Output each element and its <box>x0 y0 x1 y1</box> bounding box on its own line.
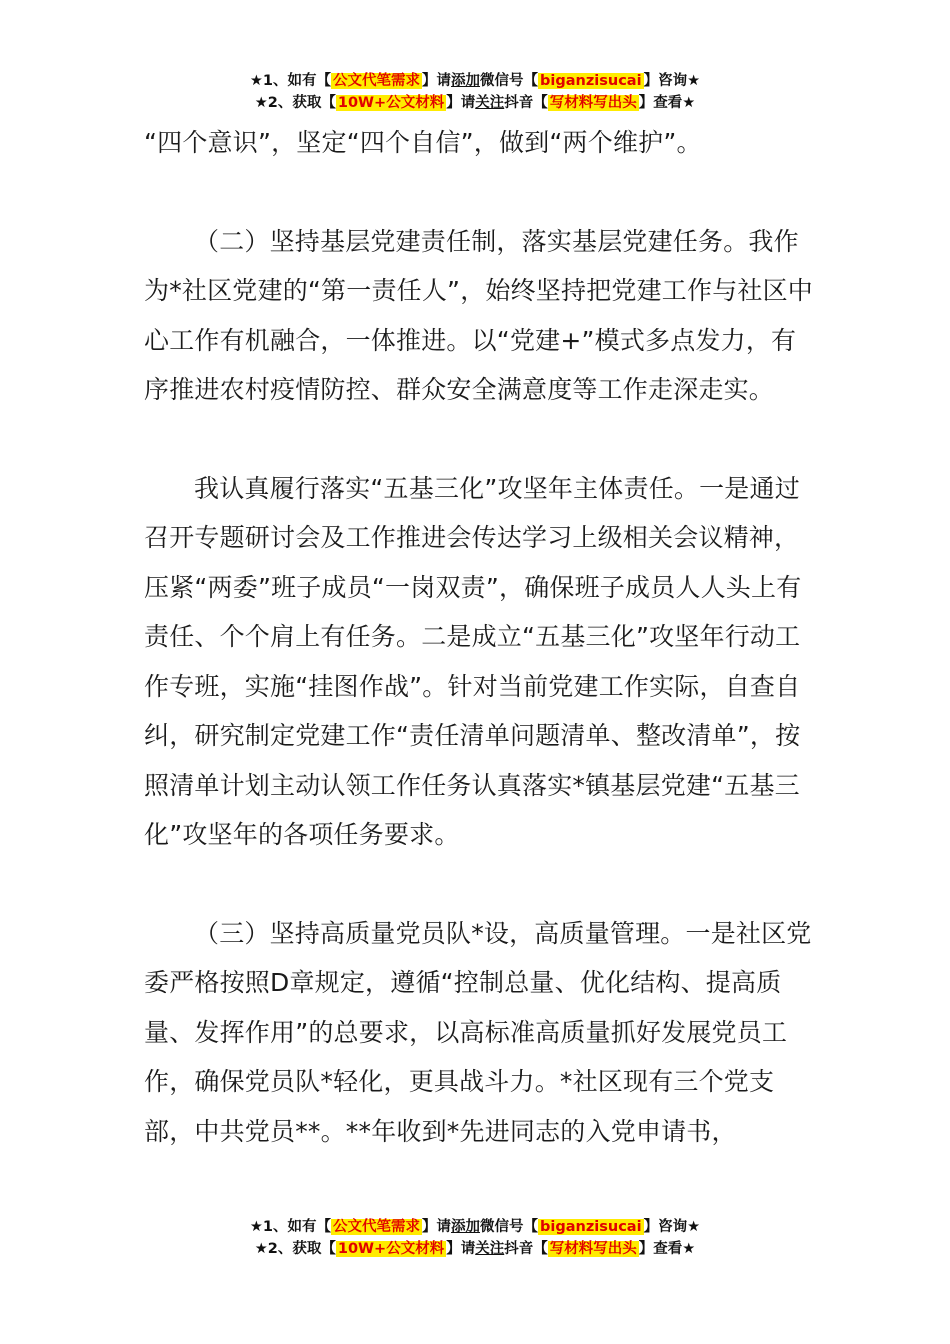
banner-line-1 <box>0 70 950 92</box>
banner-text: ★1、如有【 <box>249 1219 332 1235</box>
banner-text: ★2、获取【 <box>254 95 336 111</box>
banner-highlight: biganzisucai <box>540 1219 642 1235</box>
paragraph-2: （二）坚持基层党建责任制，落实基层党建任务。我作为*社区党建的“第一责任人”，始终坚持把党建工作与社区中心工作有机融合，一体推进。以“党建+”模式多点发力，有序推进农村疫情防控、群众安全满意度等工作走深走实。 <box>144 226 814 404</box>
paragraph-3: 我认真履行落实“五基三化”攻坚年主体责任。一是通过召开专题研讨会及工作推进会传达学习上级相关会议精神，压紧“两委”班子成员“一岗双责”，确保班子成员人人头上有责任、个个肩上有任务。二是成立“五基三化”攻坚年行动工作专班，实施“挂图作战”。针对当前党建工作实际，自查自纠，研究制定党建工作“责任清单问题清单、整改清单”，按照清单计划主动认领工作任务认真落实*镇基层党建“五基三化”攻坚年的各项任务要求。 <box>144 473 802 849</box>
banner-text: ★1、如有【 <box>249 73 332 89</box>
banner-highlight: 10W+公文材料 <box>337 95 445 111</box>
banner-text: 】查看★ <box>638 1241 696 1257</box>
banner-line-2 <box>0 92 950 114</box>
banner-text: 】请 <box>446 1241 476 1257</box>
banner-text: 】请 <box>446 95 476 111</box>
banner-text: 微信号【 <box>480 1219 539 1235</box>
banner-highlight: 公文代笔需求 <box>333 73 421 89</box>
banner-text: ★2、获取【 <box>254 1241 336 1257</box>
banner-line-1 <box>0 1216 950 1238</box>
paragraph-4: （三）坚持高质量党员队*设，高质量管理。一是社区党委严格按照D章规定，遵循“控制总量、优化结构、提高质量、发挥作用”的总要求，以高标准高质量抓好发展党员工作，确保党员队*轻化，更具战斗力。*社区现有三个党支部，中共党员**。**年收到*先进同志的入党申请书， <box>144 918 812 1146</box>
banner-underline: 关注 <box>475 1241 505 1257</box>
bottom-banner <box>0 1216 950 1260</box>
banner-text: 抖音【 <box>504 95 548 111</box>
banner-line-2 <box>0 1238 950 1260</box>
paragraph-1: “四个意识”，坚定“四个自信”，做到“两个维护”。 <box>144 128 702 157</box>
banner-text: 】请 <box>422 1219 452 1235</box>
banner-underline: 添加 <box>451 1219 481 1235</box>
banner-highlight: 写材料写出头 <box>549 1241 637 1257</box>
banner-underline: 添加 <box>451 73 481 89</box>
banner-highlight: 公文代笔需求 <box>333 1219 421 1235</box>
banner-text: 微信号【 <box>480 73 539 89</box>
banner-highlight: 10W+公文材料 <box>337 1241 445 1257</box>
banner-underline: 关注 <box>475 95 505 111</box>
banner-text: 】查看★ <box>638 95 696 111</box>
banner-text: 抖音【 <box>504 1241 548 1257</box>
banner-text: 】咨询★ <box>643 1219 701 1235</box>
banner-text: 】请 <box>422 73 452 89</box>
top-banner <box>0 70 950 114</box>
document-body <box>144 118 814 1156</box>
banner-text: 】咨询★ <box>643 73 701 89</box>
banner-highlight: 写材料写出头 <box>549 95 637 111</box>
banner-highlight: biganzisucai <box>540 73 642 89</box>
